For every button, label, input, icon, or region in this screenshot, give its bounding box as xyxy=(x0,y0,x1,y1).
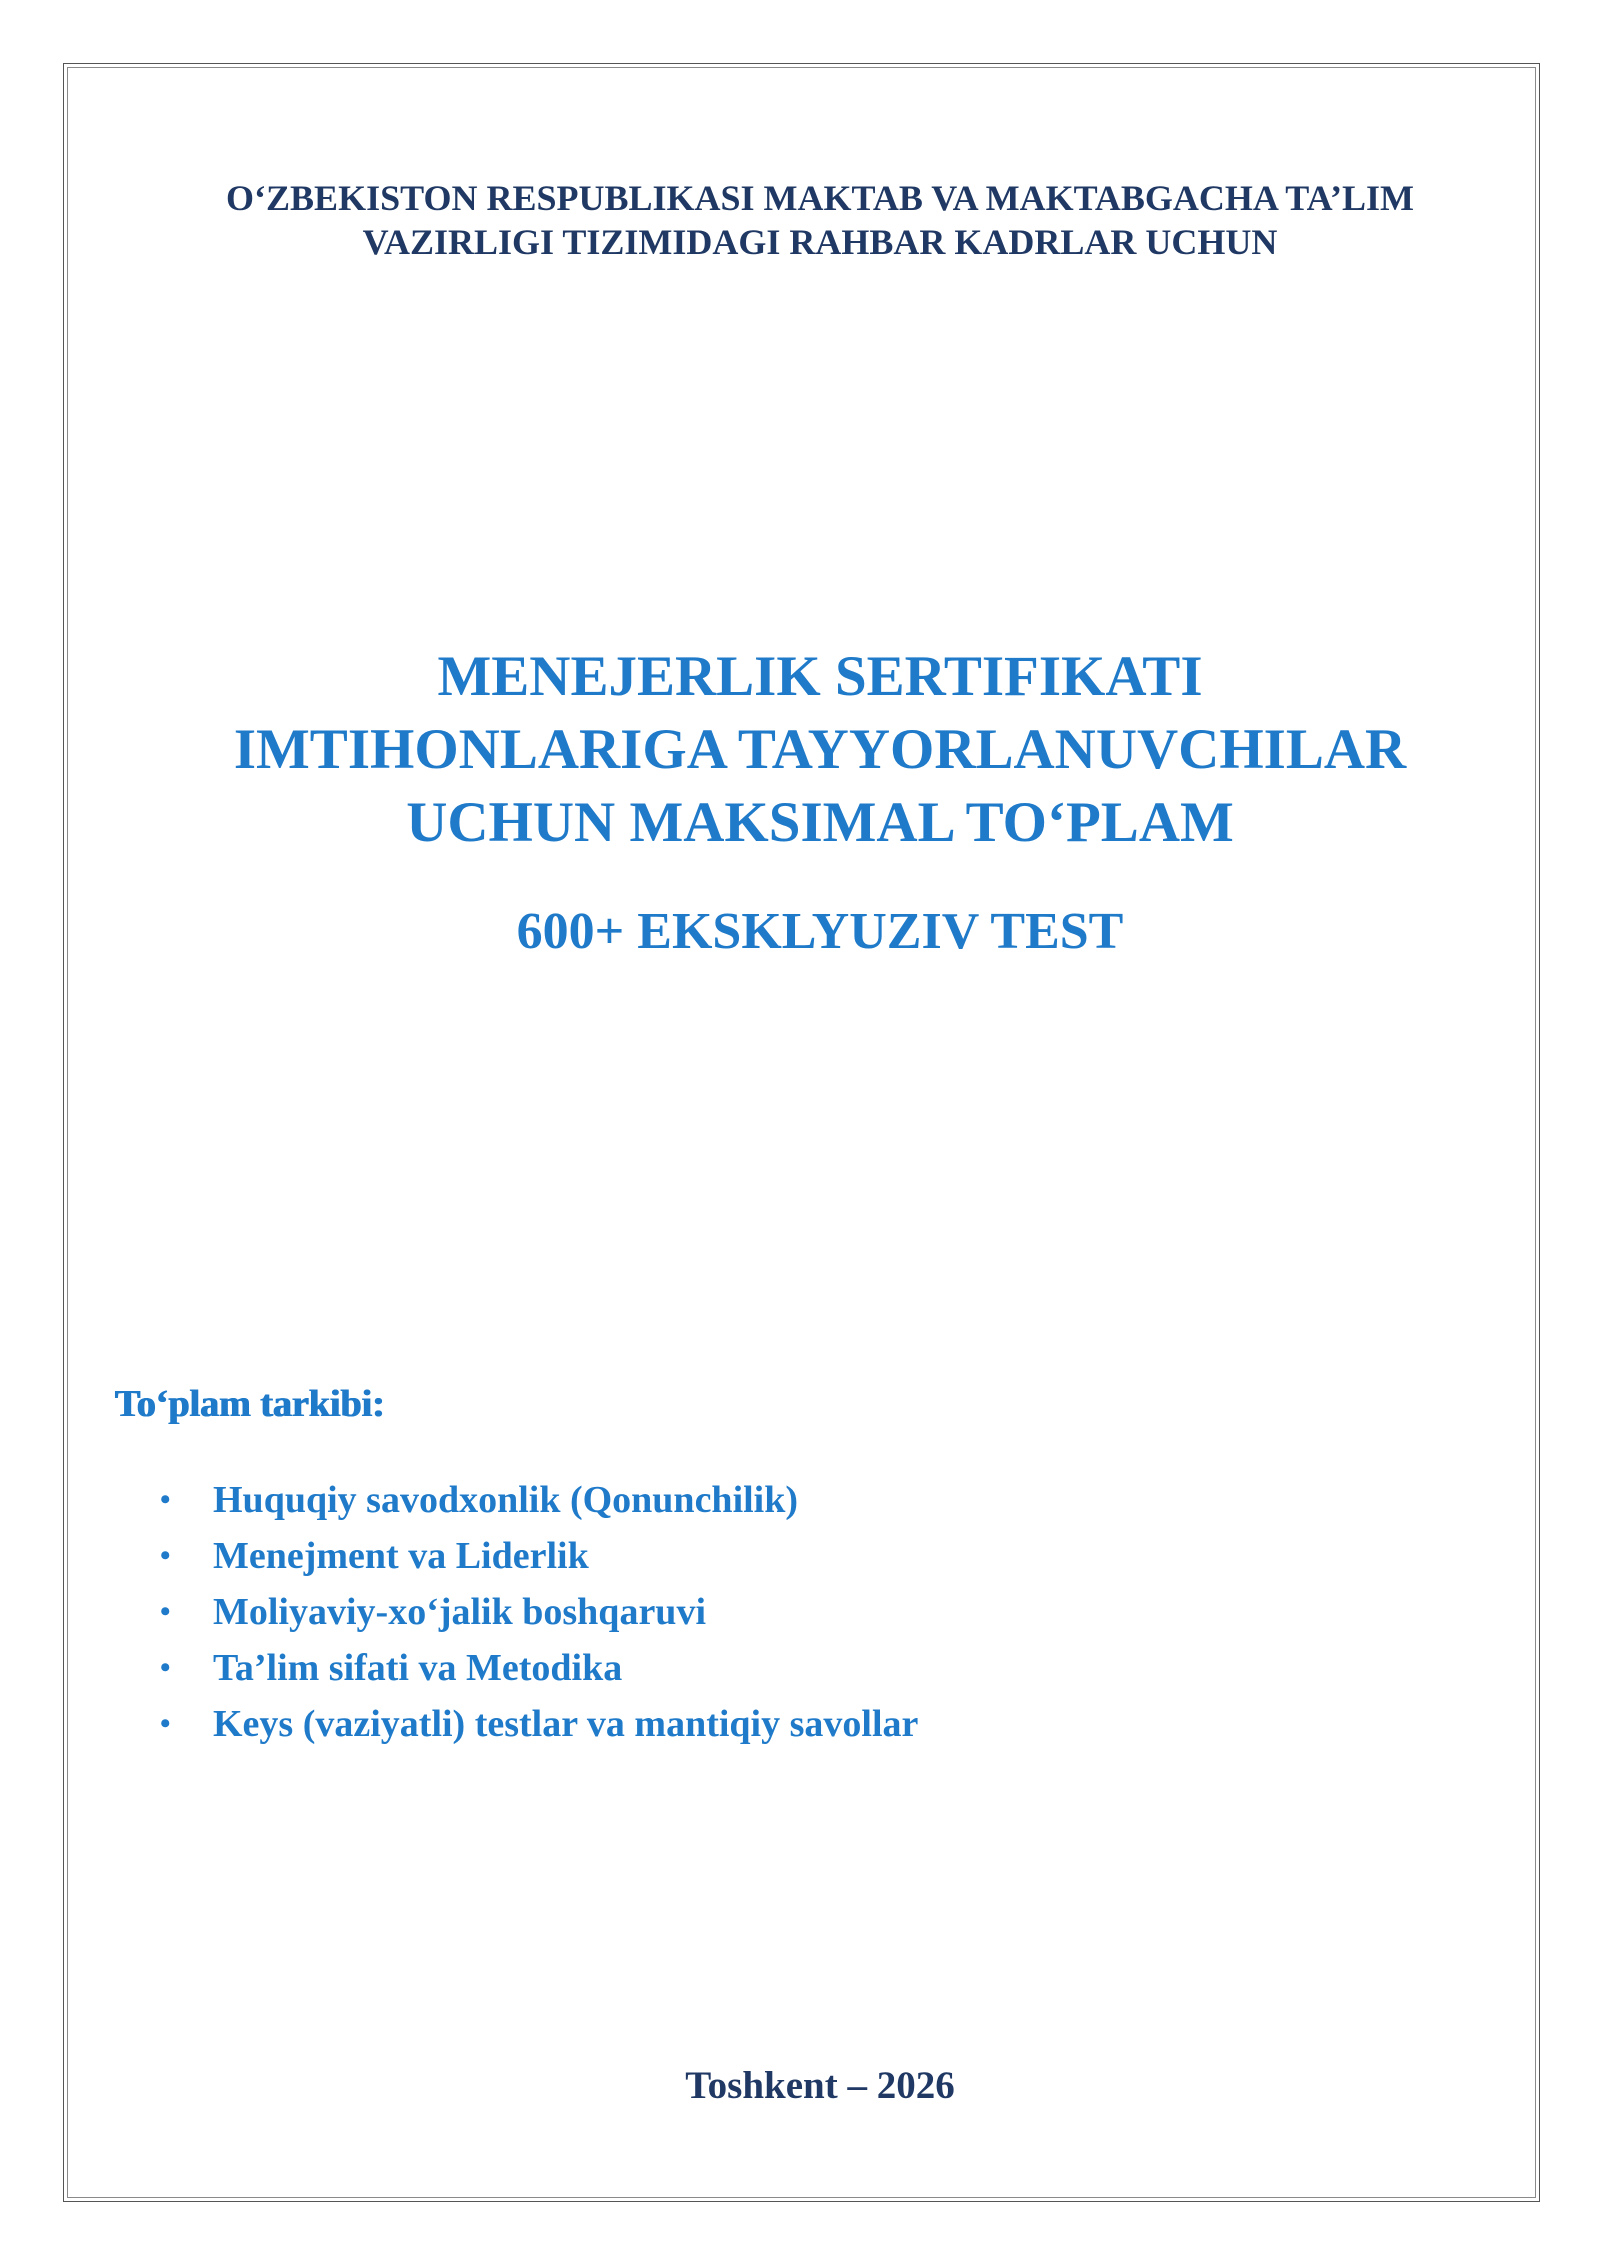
list-item xyxy=(160,1472,918,1528)
list-item xyxy=(160,1696,918,1752)
ministry-header-line-1: O‘ZBEKISTON RESPUBLIKASI MAKTAB VA MAKTABGACHA TA’LIM xyxy=(226,178,1414,218)
list-item-label: Ta’lim sifati va Metodika xyxy=(213,1647,623,1689)
bullet-icon: • xyxy=(160,1707,171,1740)
bullet-icon: • xyxy=(160,1595,171,1628)
list-item xyxy=(160,1584,918,1640)
list-item xyxy=(160,1640,918,1696)
document-title-line-2: IMTIHONLARIGA TAYYORLANUVCHILAR xyxy=(233,718,1407,781)
document-title xyxy=(100,640,1540,859)
list-item-label: Menejment va Liderlik xyxy=(213,1535,589,1577)
document-title-line-1: MENEJERLIK SERTIFIKATI xyxy=(437,645,1203,708)
document-subtitle: 600+ EKSKLYUZIV TEST xyxy=(516,903,1124,960)
footer-place-year: Toshkent – 2026 xyxy=(685,2064,955,2107)
bullet-icon: • xyxy=(160,1539,171,1572)
list-item-label: Huquqiy savodxonlik (Qonunchilik) xyxy=(213,1479,799,1521)
bullet-icon: • xyxy=(160,1483,171,1516)
document-title-line-3: UCHUN MAKSIMAL TO‘PLAM xyxy=(406,791,1234,854)
ministry-header-line-2: VAZIRLIGI TIZIMIDAGI RAHBAR KADRLAR UCHUN xyxy=(362,222,1278,262)
list-item xyxy=(160,1528,918,1584)
contents-heading: To‘plam tarkibi: xyxy=(115,1383,385,1425)
page-border xyxy=(63,63,1540,2202)
ministry-header xyxy=(100,176,1540,264)
bullet-icon: • xyxy=(160,1651,171,1684)
contents-list xyxy=(160,1472,918,1752)
list-item-label: Keys (vaziyatli) testlar va mantiqiy savollar xyxy=(213,1703,919,1745)
list-item-label: Moliyaviy-xo‘jalik boshqaruvi xyxy=(213,1591,706,1633)
